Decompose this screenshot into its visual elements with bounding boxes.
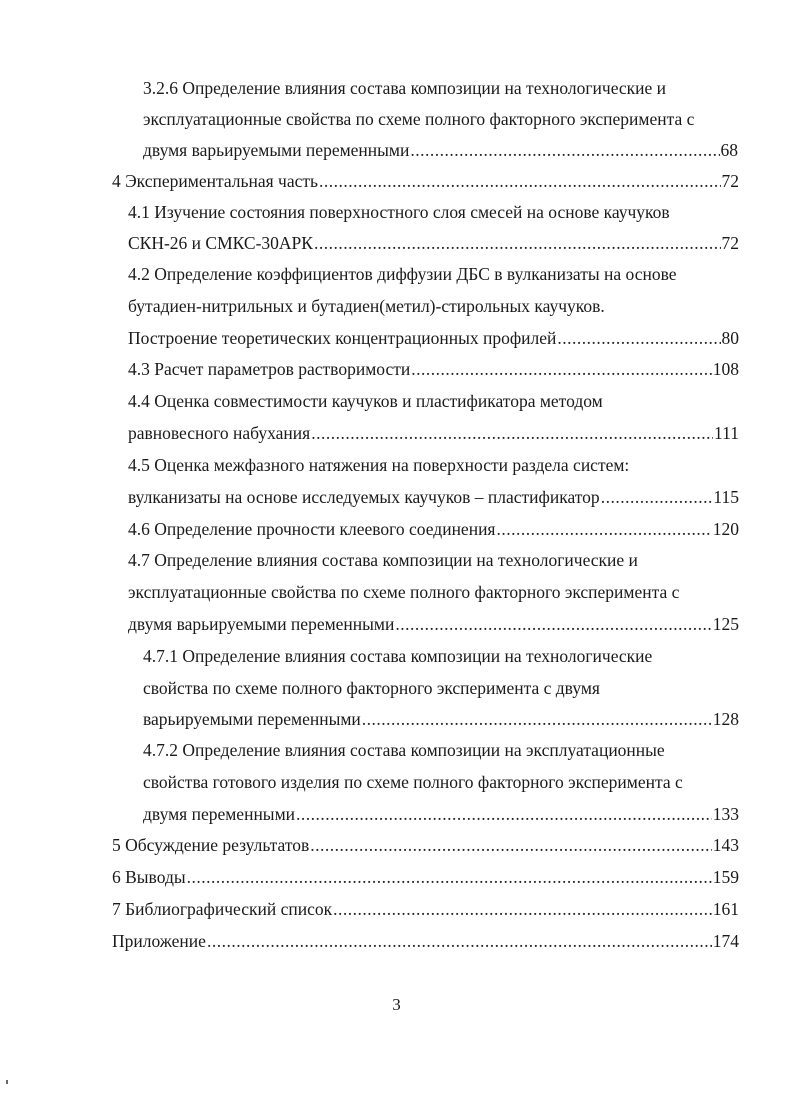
toc-entry-4-7-2-last-line — [143, 799, 739, 830]
toc-entry-5 — [112, 830, 739, 861]
toc-entry-text: 4.3 Расчет параметров растворимости — [128, 359, 411, 379]
dot-leader — [362, 704, 712, 735]
toc-entry-6 — [112, 862, 739, 893]
toc-entry-4-1-line-1: 4.1 Изучение состояния поверхностного слоя смесей на основе каучуков — [128, 202, 670, 222]
toc-entry-4-3 — [128, 354, 739, 385]
toc-entry-text: вулканизаты на основе исследуемых каучуков – пластификатор — [128, 487, 600, 507]
toc-page-number: 111 — [714, 423, 739, 443]
dot-leader — [410, 135, 719, 166]
toc-entry-4-7-2-line-1: 4.7.2 Определение влияния состава композиции на эксплуатационные — [143, 740, 665, 760]
toc-entry-text: Построение теоретических концентрационных профилей — [128, 328, 557, 348]
dot-leader — [395, 609, 711, 640]
toc-page-number: 133 — [712, 804, 739, 824]
dot-leader — [333, 894, 712, 925]
dot-leader — [557, 323, 720, 354]
toc-page-number: 120 — [712, 519, 739, 539]
toc-page-number: 143 — [712, 835, 739, 855]
toc-page-number: 68 — [720, 140, 738, 160]
toc-page-number: 174 — [712, 931, 739, 951]
toc-entry-text: двумя варьируемыми переменными — [143, 140, 410, 160]
toc-entry-3-2-6-line-1: 3.2.6 Определение влияния состава композиции на технологические и — [143, 78, 667, 98]
toc-entry-text: двумя варьируемыми переменными — [128, 614, 395, 634]
toc-entry-4-7-1-line-1: 4.7.1 Определение влияния состава композиции на технологические — [143, 646, 653, 666]
dot-leader — [296, 799, 712, 830]
dot-leader — [310, 830, 711, 861]
page-number: 3 — [392, 995, 401, 1014]
toc-page-number: 108 — [712, 359, 739, 379]
dot-leader — [411, 354, 712, 385]
dot-leader — [314, 228, 721, 259]
toc-entry-4-7-last-line — [128, 609, 739, 640]
toc-page-number: 72 — [721, 171, 739, 191]
toc-entry-4-4-last-line — [128, 418, 739, 449]
toc-entry-4-6 — [128, 514, 739, 545]
toc-entry-text: Приложение — [112, 931, 206, 951]
toc-entry-4-5-line-1: 4.5 Оценка межфазного натяжения на поверхности раздела систем: — [128, 455, 630, 475]
toc-entry-text: двумя переменными — [143, 804, 296, 824]
toc-page-number: 128 — [712, 709, 739, 729]
toc-entry-text: 4 Экспериментальная часть — [112, 171, 318, 191]
dot-leader — [319, 166, 721, 197]
toc-entry-text: 5 Обсуждение результатов — [112, 835, 310, 855]
toc-entry-4-7-line-2: эксплуатационные свойства по схеме полного факторного эксперимента с — [128, 582, 680, 602]
dot-leader — [496, 514, 711, 545]
toc-page-number: 72 — [721, 233, 739, 253]
toc-entry-4-1-last-line — [128, 228, 739, 259]
toc-page-number: 159 — [712, 867, 739, 887]
toc-entry-3-2-6-line-2: эксплуатационные свойства по схеме полного факторного эксперимента с — [143, 109, 695, 129]
toc-entry-7 — [112, 894, 739, 925]
toc-entry-4-2-last-line — [128, 323, 739, 354]
toc-page-number: 161 — [712, 899, 739, 919]
toc-page-number: 125 — [712, 614, 739, 634]
toc-entry-4-7-2-line-2: свойства готового изделия по схеме полного факторного эксперимента с — [143, 772, 683, 792]
dot-leader — [187, 862, 712, 893]
toc-page-number: 115 — [713, 487, 739, 507]
toc-entry-4-4-line-1: 4.4 Оценка совместимости каучуков и пластификатора методом — [128, 391, 603, 411]
toc-entry-appendix — [112, 926, 739, 957]
toc-entry-3-2-6-last-line — [143, 135, 738, 166]
toc-entry-4-7-1-line-2: свойства по схеме полного факторного эксперимента с двумя — [143, 678, 600, 698]
toc-entry-text: варьируемыми переменными — [143, 709, 361, 729]
toc-entry-4-5-last-line — [128, 482, 739, 513]
toc-entry-text: 7 Библиографический список — [112, 899, 333, 919]
toc-entry-text: 4.6 Определение прочности клеевого соединения — [128, 519, 496, 539]
scan-artifact — [6, 1080, 8, 1084]
dot-leader — [311, 418, 713, 449]
toc-entry-text: равновесного набухания — [128, 423, 311, 443]
toc-entry-text: 6 Выводы — [112, 867, 186, 887]
toc-entry-text: СКН-26 и СМКС-30АРК — [128, 233, 313, 253]
toc-entry-4-7-1-last-line — [143, 704, 739, 735]
toc-entry-4-2-line-1: 4.2 Определение коэффициентов диффузии ДБС в вулканизаты на основе — [128, 264, 677, 284]
dot-leader — [207, 926, 712, 957]
toc-page-number: 80 — [721, 328, 739, 348]
dot-leader — [601, 482, 713, 513]
toc-entry-4-7-line-1: 4.7 Определение влияния состава композиции на технологические и — [128, 550, 638, 570]
toc-entry-4 — [112, 166, 739, 197]
toc-entry-4-2-line-2: бутадиен-нитрильных и бутадиен(метил)-стирольных каучуков. — [128, 296, 605, 316]
